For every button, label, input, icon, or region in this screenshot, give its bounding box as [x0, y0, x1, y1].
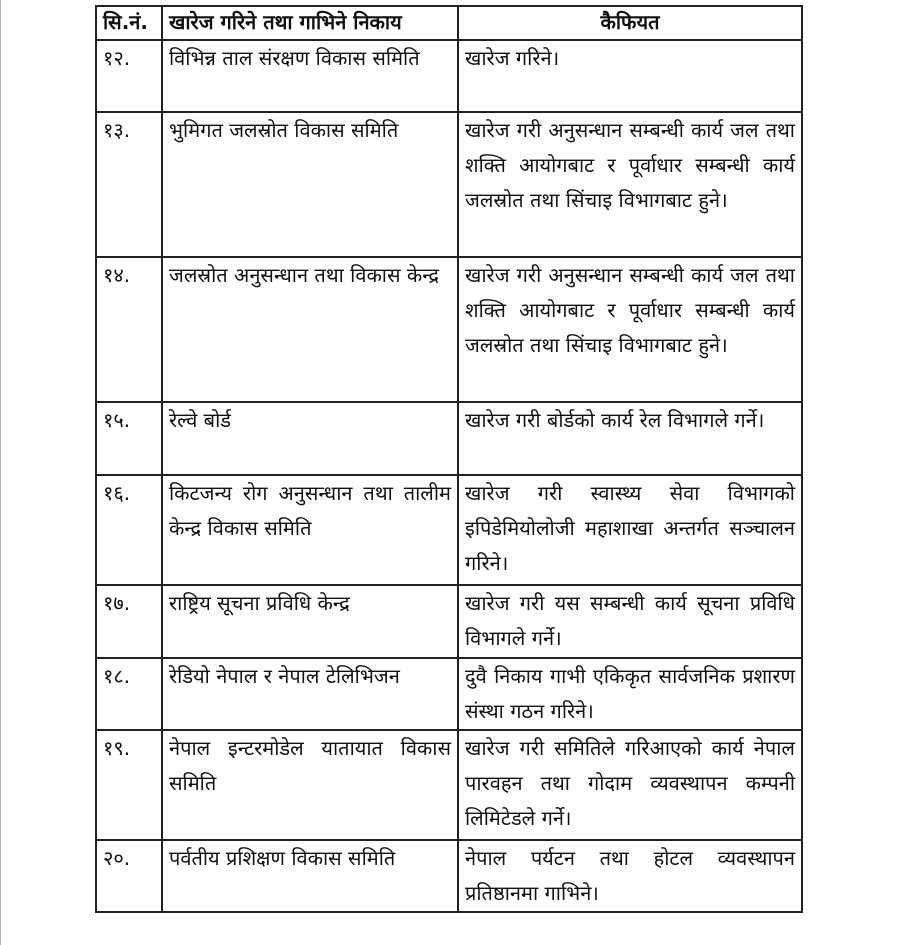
row-serial-number: १३. [96, 112, 162, 257]
row-body-name: विभिन्न ताल संरक्षण विकास समिति [162, 40, 458, 112]
table-header-row [96, 6, 802, 40]
table-row [96, 257, 802, 402]
row-serial-number: १४. [96, 257, 162, 402]
row-serial-number: १२. [96, 40, 162, 112]
table-row [96, 402, 802, 475]
dissolution-table [95, 5, 803, 913]
row-remarks: खारेज गरिने। [458, 40, 802, 112]
table-row [96, 585, 802, 658]
row-serial-number: १८. [96, 658, 162, 730]
row-body-name: जलस्रोत अनुसन्धान तथा विकास केन्द्र [162, 257, 458, 402]
row-serial-number: १९. [96, 730, 162, 840]
row-body-name: रेल्वे बोर्ड [162, 402, 458, 475]
table-row [96, 475, 802, 585]
table-row [96, 40, 802, 112]
table-row [96, 112, 802, 257]
table-row [96, 840, 802, 912]
row-body-name: किटजन्य रोग अनुसन्धान तथा तालीम केन्द्र विकास समिति [162, 475, 458, 585]
table-row [96, 730, 802, 840]
row-serial-number: १५. [96, 402, 162, 475]
row-serial-number: १७. [96, 585, 162, 658]
row-body-name: पर्वतीय प्रशिक्षण विकास समिति [162, 840, 458, 912]
row-serial-number: २०. [96, 840, 162, 912]
row-remarks: खारेज गरी समितिले गरिआएको कार्य नेपाल पारवहन तथा गोदाम व्यवस्थापन कम्पनी लिमिटेडले गर्ने। [458, 730, 802, 840]
header-serial-number: सि.नं. [96, 6, 162, 40]
row-body-name: नेपाल इन्टरमोडेल यातायात विकास समिति [162, 730, 458, 840]
row-remarks: खारेज गरी स्वास्थ्य सेवा विभागको इपिडेमियोलोजी महाशाखा अन्तर्गत सञ्चालन गरिने। [458, 475, 802, 585]
row-remarks: खारेज गरी बोर्डको कार्य रेल विभागले गर्ने। [458, 402, 802, 475]
row-remarks: खारेज गरी यस सम्बन्धी कार्य सूचना प्रविधि विभागले गर्ने। [458, 585, 802, 658]
row-remarks: दुवै निकाय गाभी एकिकृत सार्वजनिक प्रशारण संस्था गठन गरिने। [458, 658, 802, 730]
row-body-name: राष्ट्रिय सूचना प्रविधि केन्द्र [162, 585, 458, 658]
header-remarks: कैफियत [458, 6, 802, 40]
row-remarks: नेपाल पर्यटन तथा होटल व्यवस्थापन प्रतिष्ठानमा गाभिने। [458, 840, 802, 912]
table-row [96, 658, 802, 730]
header-body-name: खारेज गरिने तथा गाभिने निकाय [162, 6, 458, 40]
row-serial-number: १६. [96, 475, 162, 585]
row-body-name: भुमिगत जलस्रोत विकास समिति [162, 112, 458, 257]
row-body-name: रेडियो नेपाल र नेपाल टेलिभिजन [162, 658, 458, 730]
row-remarks: खारेज गरी अनुसन्धान सम्बन्धी कार्य जल तथा शक्ति आयोगबाट र पूर्वाधार सम्बन्धी कार्य जलस्रोत तथा सिंचाइ विभागबाट हुने। [458, 112, 802, 257]
row-remarks: खारेज गरी अनुसन्धान सम्बन्धी कार्य जल तथा शक्ति आयोगबाट र पूर्वाधार सम्बन्धी कार्य जलस्रोत तथा सिंचाइ विभागबाट हुने। [458, 257, 802, 402]
